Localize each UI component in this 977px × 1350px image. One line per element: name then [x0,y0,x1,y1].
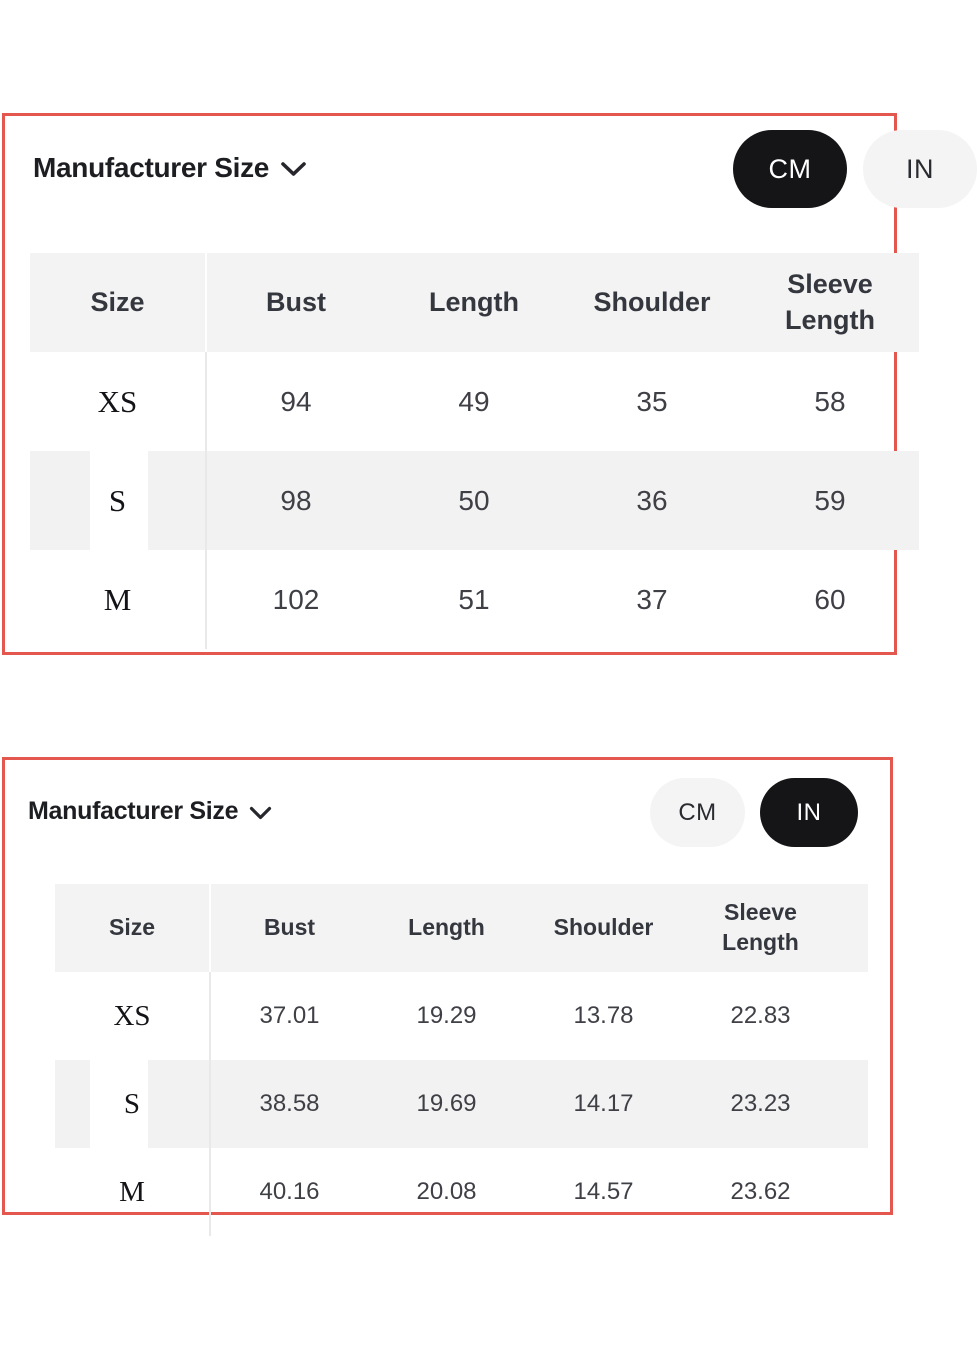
shoulder-value: 36 [636,484,668,516]
shoulder-value: 37 [636,583,668,615]
table-row-xs [30,352,919,451]
column-header-sleeve-length: Sleeve Length [722,899,799,955]
column-header-sleeve-length: Sleeve Length [785,269,875,335]
column-header-shoulder: Shoulder [593,286,711,317]
size-table-cm [30,253,919,649]
unit-toggle-cm-button[interactable]: CM [650,778,745,847]
size-cell-selected: S [55,1060,211,1148]
size-cell: XS [55,972,211,1060]
shoulder-value: 14.57 [573,1178,634,1205]
panel-title: Manufacturer Size [28,797,239,825]
panel-title: Manufacturer Size [33,152,270,183]
bust-value: 98 [280,484,312,516]
size-cell: M [55,1148,211,1236]
column-header-length: Length [429,286,519,317]
column-header-length: Length [408,914,485,941]
table-row-xs [55,972,868,1060]
length-value: 50 [458,484,490,516]
sleeve-length-value: 22.83 [730,1002,791,1029]
column-header-bust: Bust [263,914,316,941]
bust-value: 37.01 [259,1002,320,1029]
column-header-bust: Bust [266,286,326,317]
unit-toggle-cm-button[interactable]: CM [733,130,847,208]
size-chart-panel-cm [2,113,934,655]
table-row-m [30,550,919,649]
column-header-shoulder: Shoulder [553,914,654,941]
manufacturer-size-dropdown[interactable] [28,797,272,826]
shoulder-value: 14.17 [573,1090,634,1117]
length-value: 49 [458,385,490,417]
bust-value: 94 [280,385,312,417]
table-row-s-highlighted [55,1060,868,1148]
length-value: 20.08 [416,1178,477,1205]
size-cell: XS [30,352,207,451]
length-value: 19.29 [416,1002,477,1029]
sleeve-length-value: 58 [814,385,846,417]
bust-value: 40.16 [259,1178,320,1205]
chevron-down-icon [280,161,307,178]
size-table-in [55,884,868,1236]
unit-toggle-in-button[interactable]: IN [863,130,977,208]
table-header-row [30,253,919,352]
unit-toggle-in-button[interactable]: IN [760,778,858,847]
table-row-s-highlighted [30,451,919,550]
length-value: 19.69 [416,1090,477,1117]
manufacturer-size-dropdown[interactable] [33,152,307,184]
sleeve-length-value: 59 [814,484,846,516]
sleeve-length-value: 23.23 [730,1090,791,1117]
chevron-down-icon [249,806,272,821]
column-header-size: Size [55,884,211,972]
table-row-m [55,1148,868,1236]
sleeve-length-value: 23.62 [730,1178,791,1205]
shoulder-value: 35 [636,385,668,417]
bust-value: 102 [272,583,320,615]
shoulder-value: 13.78 [573,1002,634,1029]
bust-value: 38.58 [259,1090,320,1117]
column-header-size: Size [30,253,207,352]
size-cell-selected: S [30,451,207,550]
sleeve-length-value: 60 [814,583,846,615]
size-cell: M [30,550,207,649]
table-header-row [55,884,868,972]
size-chart-panel-in [2,757,893,1215]
length-value: 51 [458,583,490,615]
